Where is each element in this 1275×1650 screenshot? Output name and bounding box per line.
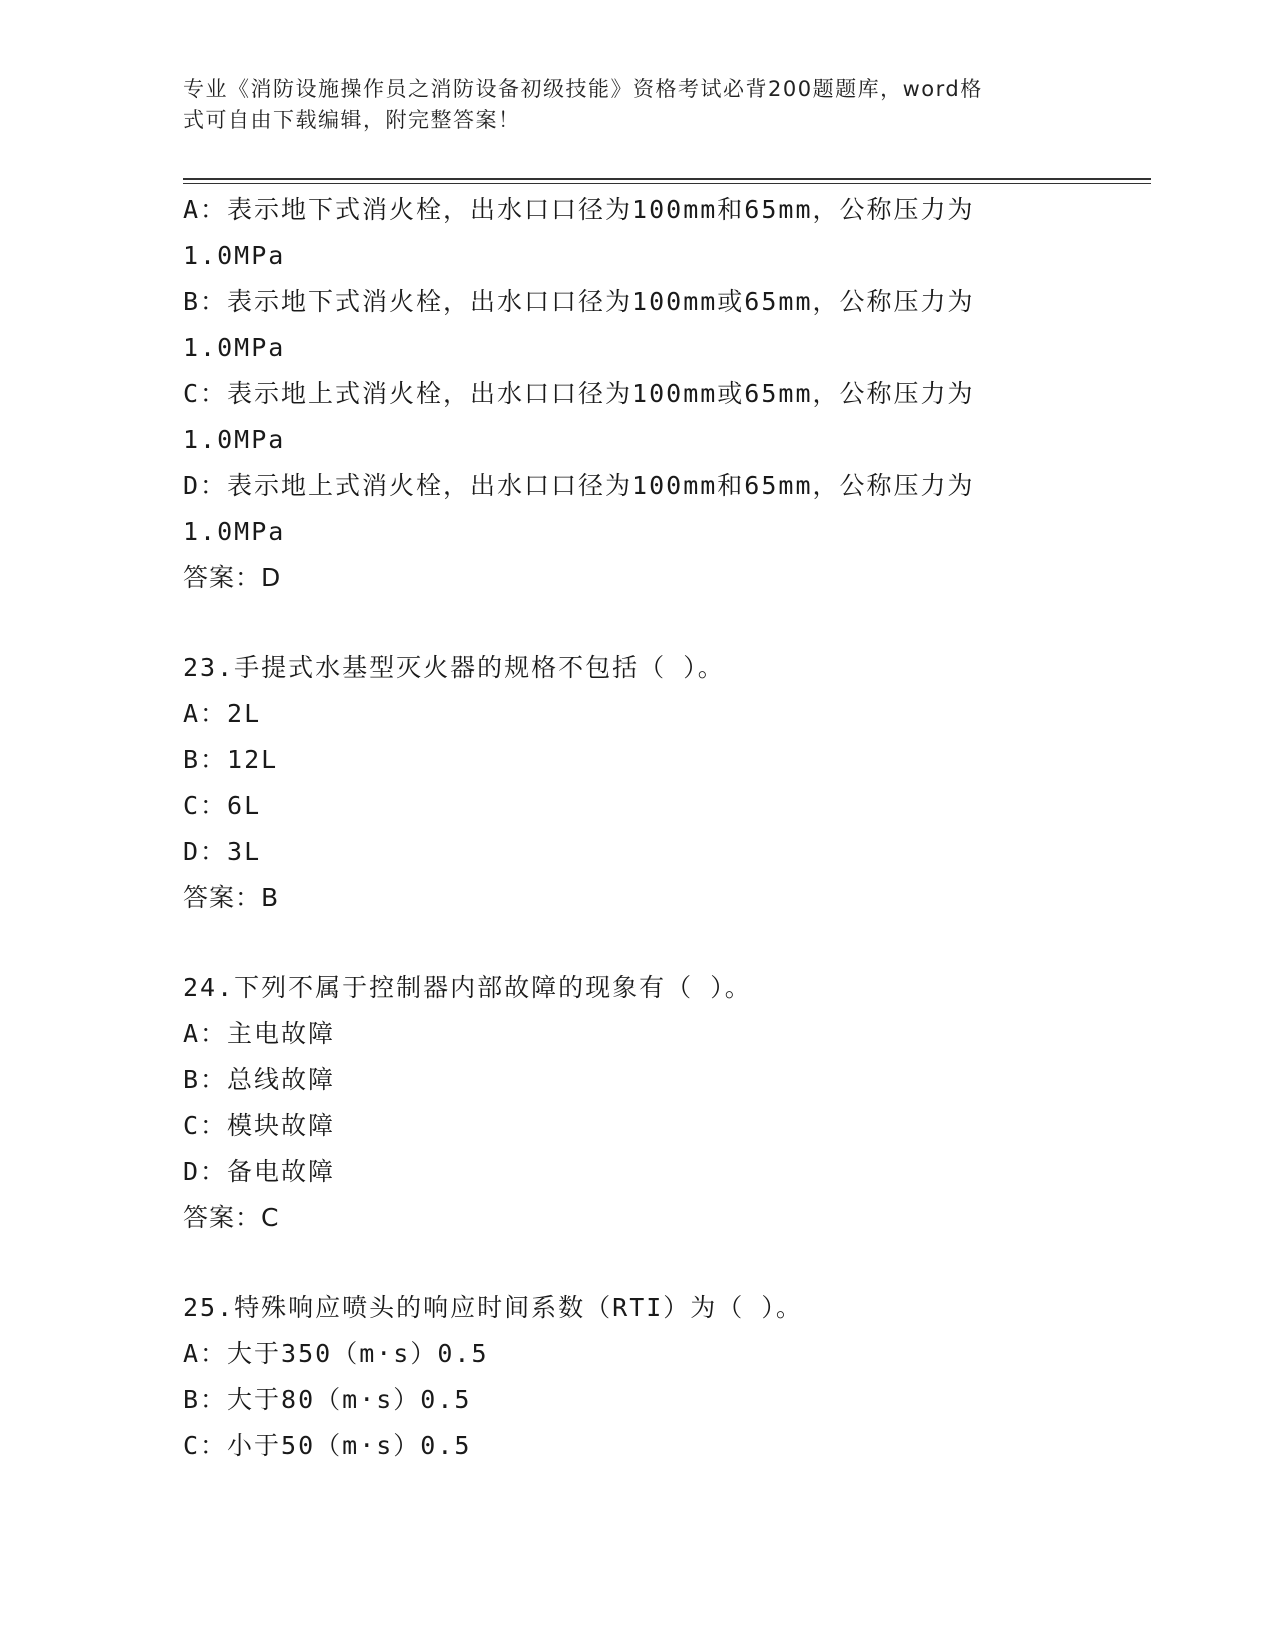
question-24 xyxy=(183,965,1063,1241)
option-c: C：小于50（m·s）0.5 xyxy=(183,1431,472,1460)
option-c: C：模块故障 xyxy=(183,1111,336,1140)
document-header xyxy=(183,74,1083,136)
question-25 xyxy=(183,1285,1063,1469)
header-divider-thick xyxy=(183,178,1151,180)
option-a-line-2: 1.0MPa xyxy=(183,241,286,270)
option-c-line-2: 1.0MPa xyxy=(183,425,286,454)
question-22-continued xyxy=(183,187,1063,601)
option-b-line-2: 1.0MPa xyxy=(183,333,286,362)
option-d-line-2: 1.0MPa xyxy=(183,517,286,546)
header-line-2: 式可自由下载编辑，附完整答案！ xyxy=(183,108,521,132)
question-list xyxy=(183,187,1063,1469)
question-stem: 25.特殊响应喷头的响应时间系数（RTI）为（ ）。 xyxy=(183,1293,803,1322)
option-d: D：3L xyxy=(183,837,262,866)
answer: 答案：D xyxy=(183,563,282,592)
option-d: D：备电故障 xyxy=(183,1157,336,1186)
option-b-line-1: B：表示地下式消火栓，出水口口径为100mm或65mm，公称压力为 xyxy=(183,287,975,316)
header-line-1: 专业《消防设施操作员之消防设备初级技能》资格考试必背200题题库，word格 xyxy=(183,77,983,101)
answer: 答案：B xyxy=(183,883,280,912)
question-23 xyxy=(183,645,1063,921)
option-b: B：大于80（m·s）0.5 xyxy=(183,1385,472,1414)
option-d-line-1: D：表示地上式消火栓，出水口口径为100mm和65mm，公称压力为 xyxy=(183,471,975,500)
option-a-line-1: A：表示地下式消火栓，出水口口径为100mm和65mm，公称压力为 xyxy=(183,195,975,224)
option-b: B：12L xyxy=(183,745,279,774)
option-b: B：总线故障 xyxy=(183,1065,336,1094)
option-a: A：大于350（m·s）0.5 xyxy=(183,1339,489,1368)
question-stem: 24.下列不属于控制器内部故障的现象有（ ）。 xyxy=(183,973,752,1002)
option-a: A：主电故障 xyxy=(183,1019,336,1048)
option-a: A：2L xyxy=(183,699,262,728)
option-c: C：6L xyxy=(183,791,262,820)
option-c-line-1: C：表示地上式消火栓，出水口口径为100mm或65mm，公称压力为 xyxy=(183,379,975,408)
answer: 答案：C xyxy=(183,1203,280,1232)
question-stem: 23.手提式水基型灭火器的规格不包括（ ）。 xyxy=(183,653,725,682)
header-divider-thin xyxy=(183,183,1151,184)
